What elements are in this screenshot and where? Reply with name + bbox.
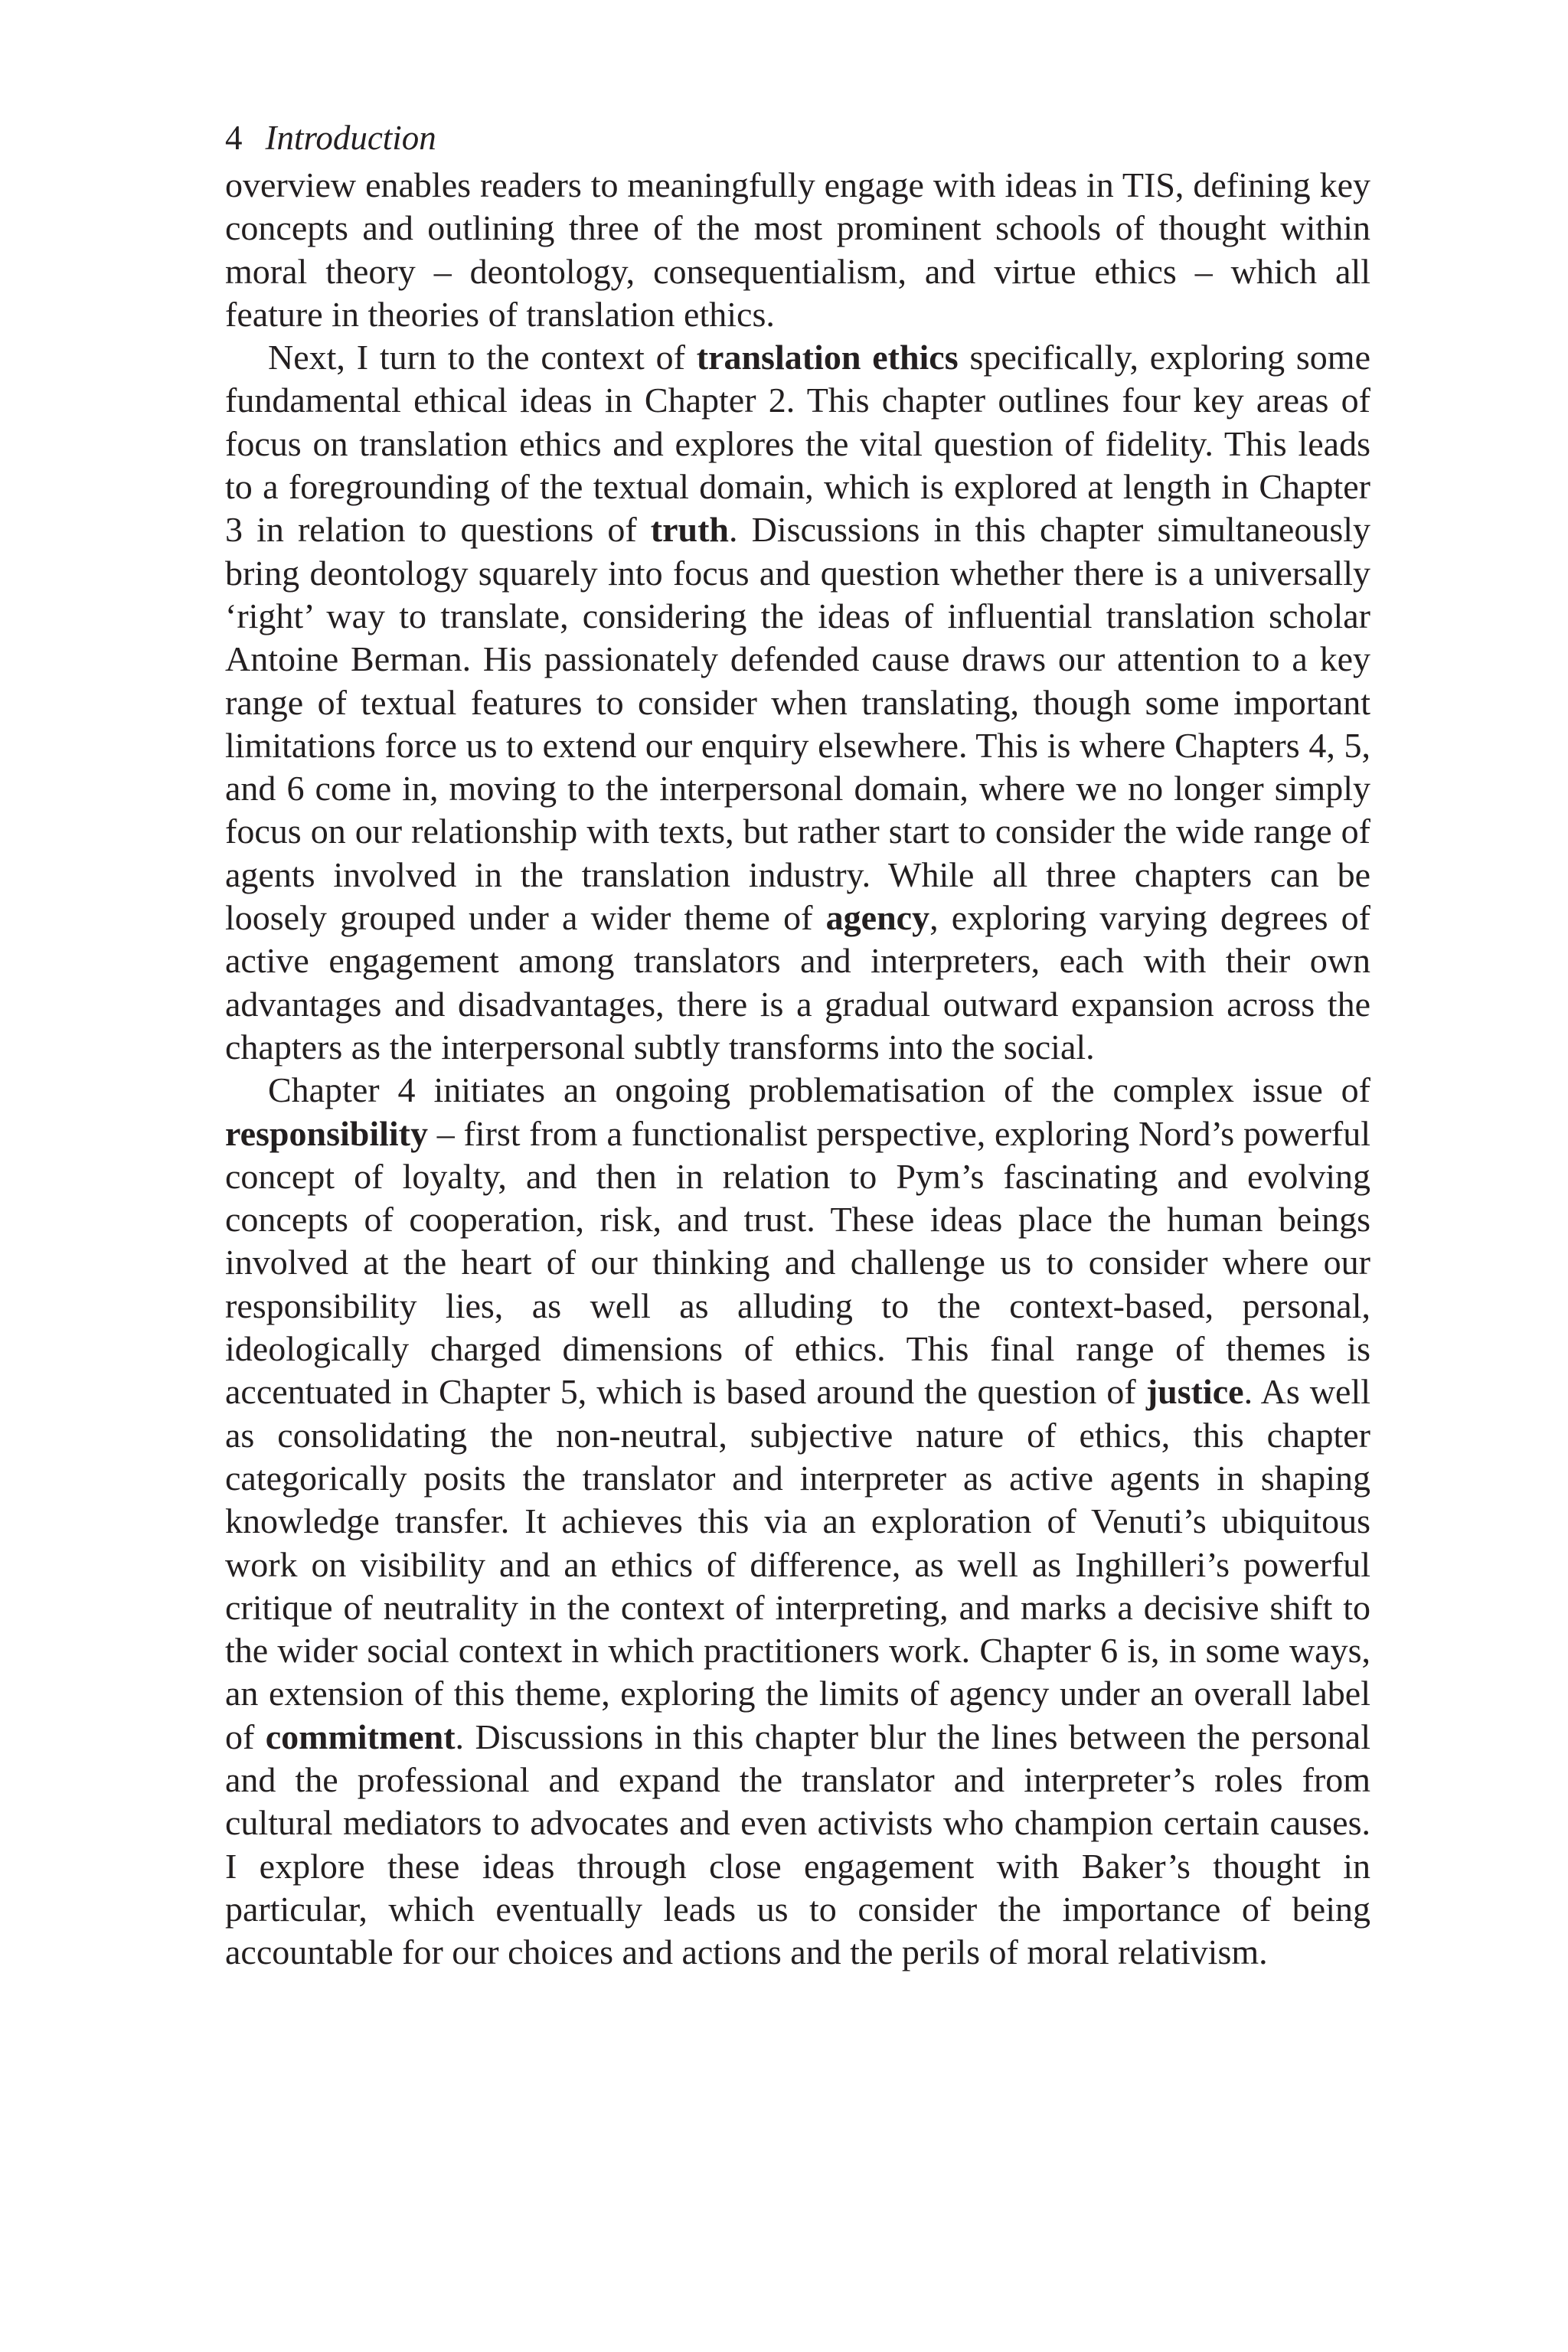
key-term-translation-ethics: translation ethics [696, 338, 959, 377]
paragraph-text: Next, I turn to the context of [268, 338, 697, 377]
body-text [225, 164, 1370, 1974]
running-head-title: Introduction [265, 119, 436, 157]
paragraph-text: Chapter 4 initiates an ongoing problematisation of the complex issue of [268, 1070, 1370, 1110]
paragraph-translation-ethics [225, 336, 1370, 1069]
key-term-truth: truth [650, 510, 730, 550]
key-term-commitment: commitment [265, 1717, 456, 1756]
key-term-agency: agency [825, 898, 930, 938]
running-head [225, 116, 1370, 159]
paragraph-text: . As well as consolidating the non-neutral, subjective nature of ethics, this chapter categorically posits the translator and interpreter as active agents in shaping knowledge transfer. It achieves this via an exploration of Venuti’s ubiquitous work on visibility and an ethics of difference, as well as Inghilleri’s powerful critique of neutrality in the context of interpreting, and marks a decisive shift to the wider social context in which practitioners work. Chapter 6 is, in some ways, an extension of this theme, exploring the limits of agency under an overall label of [225, 1372, 1371, 1756]
paragraph-text: . Discussions in this chapter blur the lines between the personal and the professional and expand the translator and interpreter’s roles from cultural mediators to advocates and even activists who champion certain causes. I explore these ideas through close engagement with Baker’s thought in particular, which eventually leads us to consider the importance of being accountable for our choices and actions and the perils of moral relativism. [225, 1717, 1370, 1972]
paragraph-text: , exploring varying degrees of active engagement among translators and interpreters, each with their own advantages and disadvantages, there is a gradual outward expansion across the chapters as the interpersonal subtly transforms into the social. [225, 898, 1370, 1067]
book-page [225, 116, 1370, 1974]
paragraph-text: – first from a functionalist perspective, exploring Nord’s powerful concept of loyalty, and then in relation to Pym’s fascinating and evolving concepts of cooperation, risk, and trust. These ideas place the human beings involved at the heart of our thinking and challenge us to consider where our responsibility lies, as well as alluding to the context-based, personal, ideologically charged dimensions of ethics. This final range of themes is accentuated in Chapter 5, which is based around the question of [225, 1113, 1370, 1412]
paragraph-text: . Discussions in this chapter simultaneously bring deontology squarely into focus and question whether there is a universally ‘right’ way to translate, considering the ideas of influential translation scholar Antoine Berman. His passionately defended cause draws our attention to a key range of textual features to consider when translating, though some important limitations force us to extend our enquiry elsewhere. This is where Chapters 4, 5, and 6 come in, moving to the interpersonal domain, where we no longer simply focus on our relationship with texts, but rather start to consider the wide range of agents involved in the translation industry. While all three chapters can be loosely grouped under a wider theme of [225, 510, 1370, 938]
key-term-justice: justice [1145, 1372, 1244, 1412]
paragraph-chapter-4 [225, 1069, 1370, 1974]
paragraph-overview [225, 164, 1370, 336]
paragraph-text: overview enables readers to meaningfully engage with ideas in TIS, defining key concepts and outlining three of the most prominent schools of thought within moral theory – deontology, consequentialism, and virtue ethics – which all feature in theories of translation ethics. [225, 165, 1370, 334]
key-term-responsibility: responsibility [225, 1113, 428, 1153]
paragraph-text: specifically, exploring some fundamental ethical ideas in Chapter 2. This chapter outlines four key areas of focus on translation ethics and explores the vital question of fidelity. This leads to a foregrounding of the textual domain, which is explored at length in Chapter 3 in relation to questions of [225, 338, 1370, 550]
page-number: 4 [225, 119, 243, 157]
